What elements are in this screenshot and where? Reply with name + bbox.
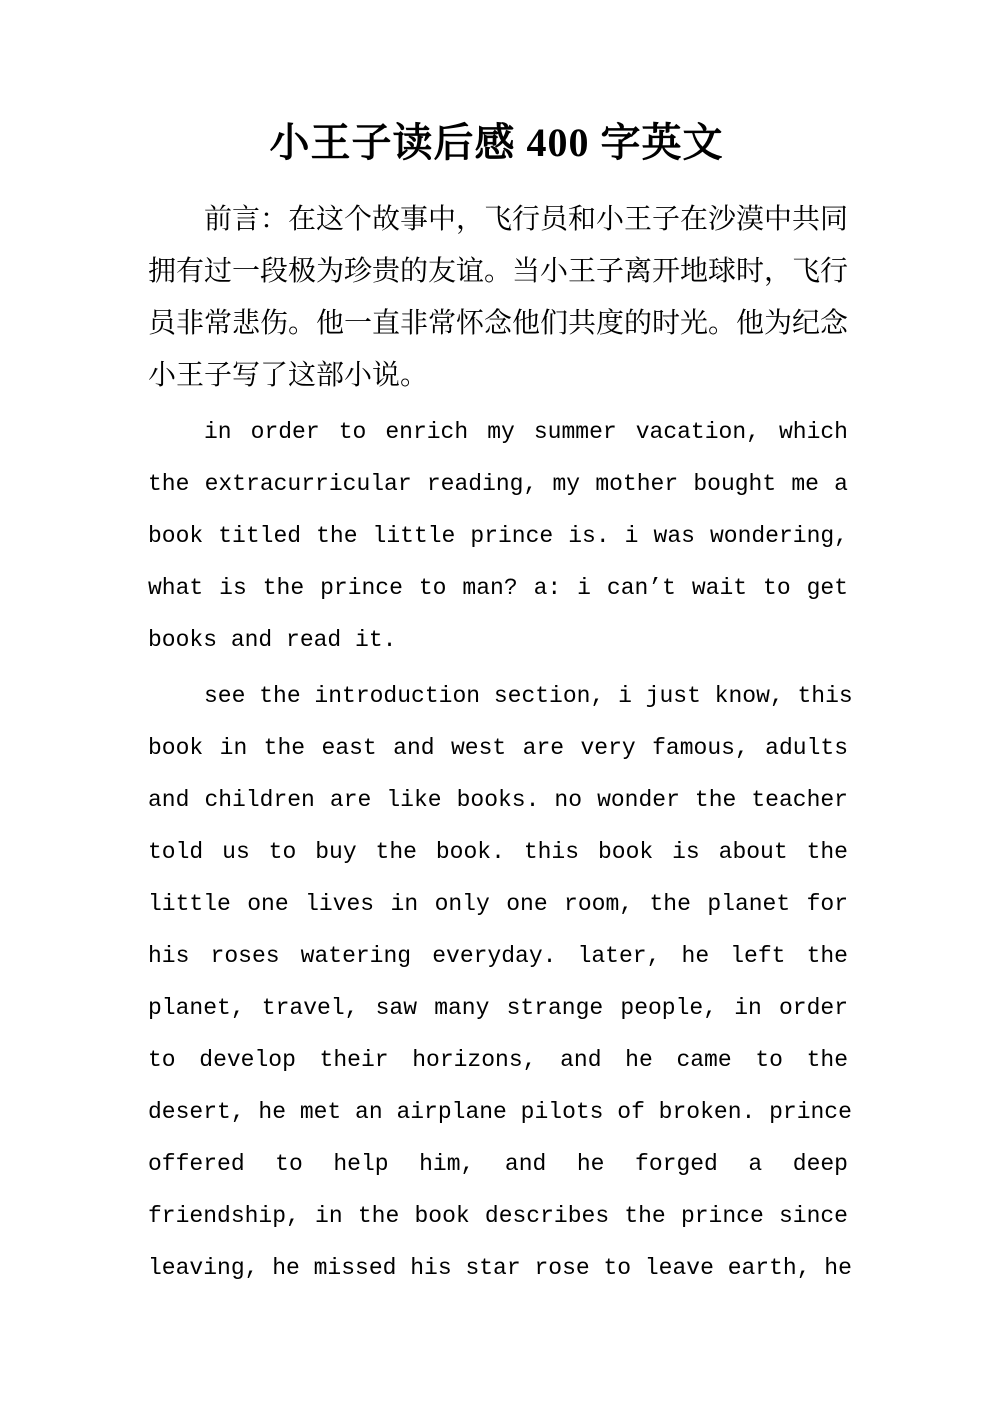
text-line: 员非常悲伤。他一直非常怀念他们共度的时光。他为纪念 xyxy=(148,308,849,339)
document-title: 小王子读后感 400 字英文 xyxy=(269,120,724,165)
text-line: told us to buy the book. this book is about the xyxy=(148,839,848,865)
text-line: leaving, he missed his star rose to leave earth, he xyxy=(148,1255,852,1281)
document-body xyxy=(148,194,853,1294)
text-line: little one lives in only one room, the planet for xyxy=(148,891,848,917)
text-line: friendship, in the book describes the prince since xyxy=(148,1203,848,1229)
text-line: and children are like books. no wonder the teacher xyxy=(148,787,848,813)
paragraph-preface xyxy=(148,194,848,402)
text-line: book titled the little prince is. i was wondering, xyxy=(148,523,848,549)
text-line: his roses watering everyday. later, he left the xyxy=(148,943,848,969)
text-line: books and read it. xyxy=(148,627,397,653)
text-line: 前言：在这个故事中，飞行员和小王子在沙漠中共同 xyxy=(204,204,849,235)
text-line: offered to help him, and he forged a deep xyxy=(148,1151,848,1177)
text-line: in order to enrich my summer vacation, which xyxy=(204,419,848,445)
paragraph-english-1 xyxy=(148,406,848,666)
text-line: 拥有过一段极为珍贵的友谊。当小王子离开地球时，飞行 xyxy=(148,256,849,287)
paragraph-english-2 xyxy=(148,670,853,1294)
text-line: 小王子写了这部小说。 xyxy=(148,360,429,391)
text-line: book in the east and west are very famous, adults xyxy=(148,735,848,761)
text-line: to develop their horizons, and he came to the xyxy=(148,1047,848,1073)
text-line: see the introduction section, i just know, this xyxy=(204,683,853,709)
text-line: desert, he met an airplane pilots of broken. prince xyxy=(148,1099,852,1125)
text-line: the extracurricular reading, my mother bought me a xyxy=(148,471,848,497)
text-line: what is the prince to man? a: i can’t wait to get xyxy=(148,575,848,601)
text-line: planet, travel, saw many strange people, in order xyxy=(148,995,848,1021)
